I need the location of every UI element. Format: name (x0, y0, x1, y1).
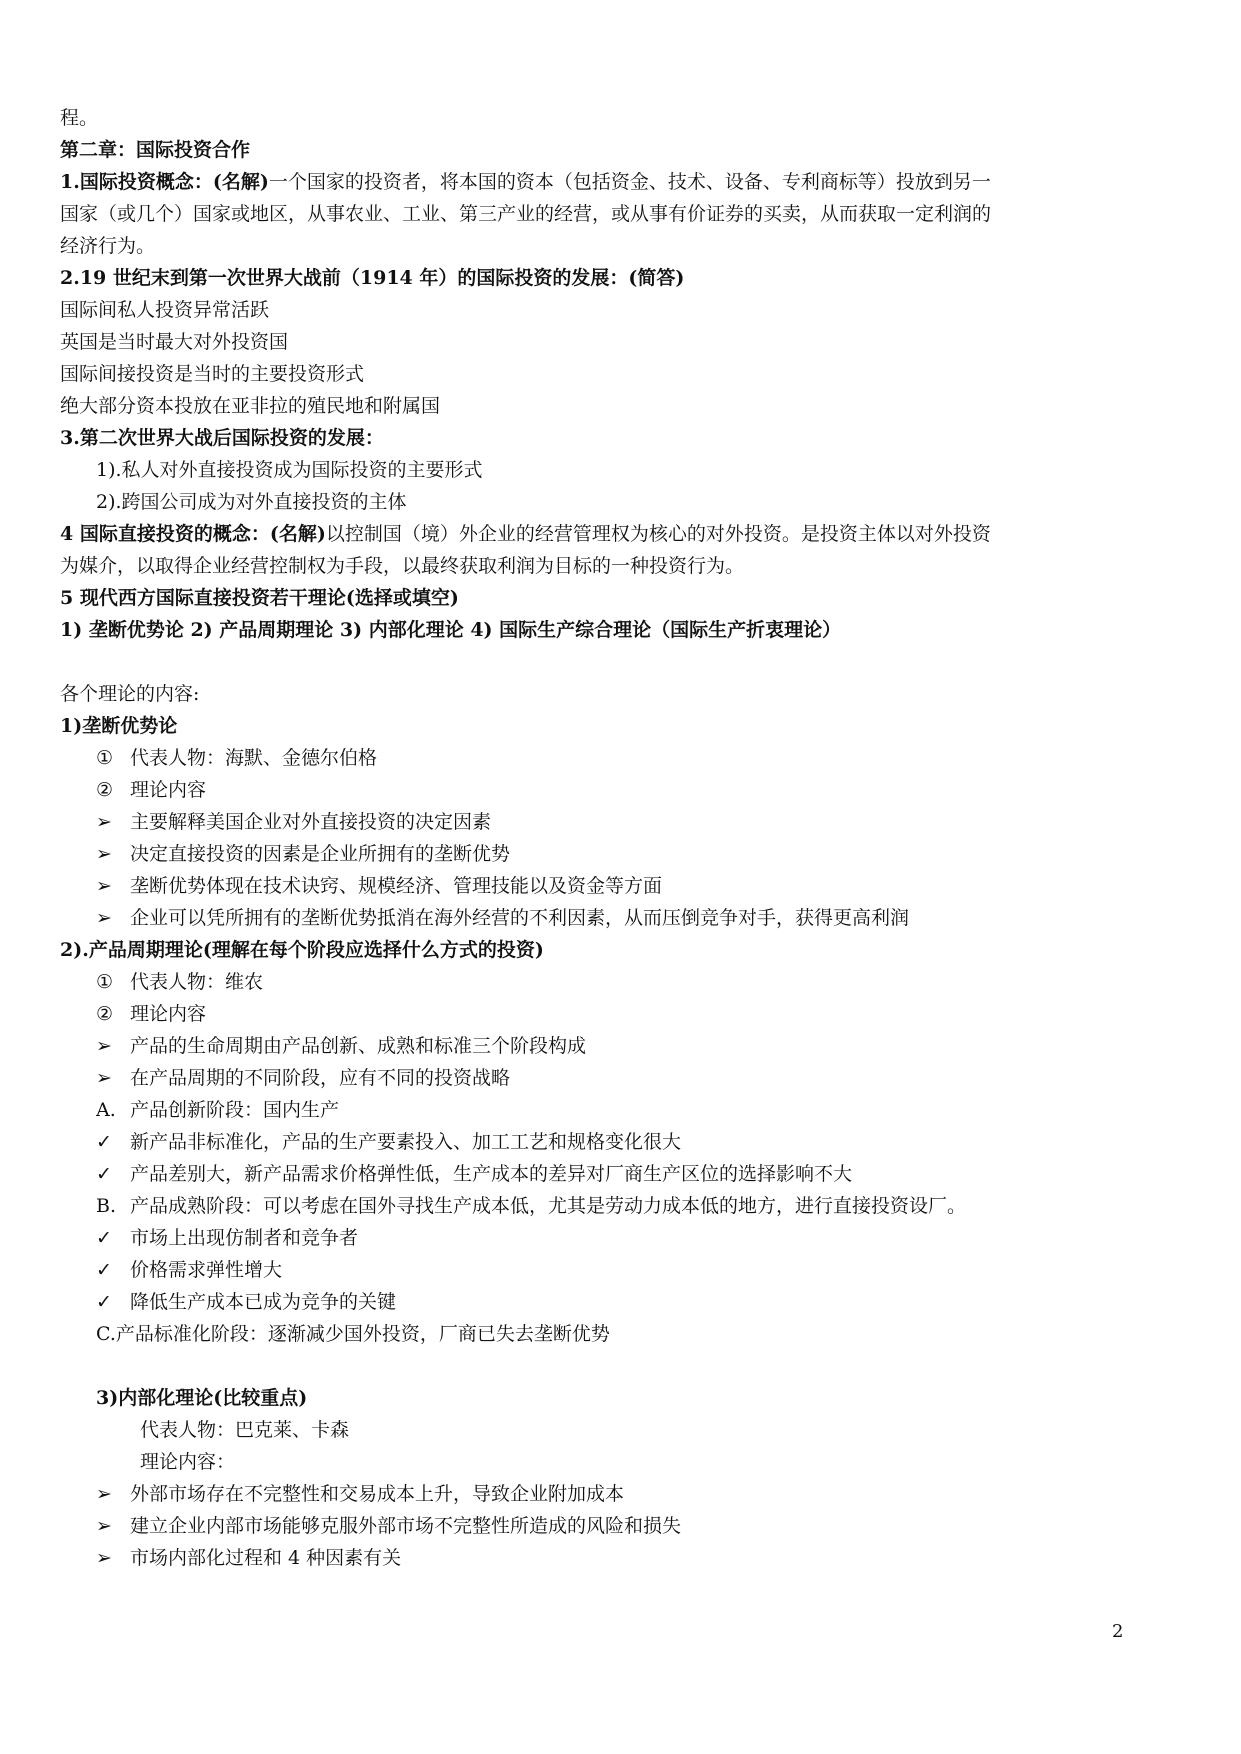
t2-stage-b-check: ✓ 市场上出现仿制者和竞争者 (96, 1222, 1166, 1254)
arrow-bullet-icon: ➢ (96, 1515, 112, 1537)
t1-theory-line (96, 774, 1166, 806)
intro-tail: 程。 (60, 107, 99, 129)
t2-stage-b: B. 产品成熟阶段：可以考虑在国外寻找生产成本低，尤其是劳动力成本低的地方，进行直接投资设厂。 (96, 1190, 1166, 1222)
s2-heading: 2.19 世纪末到第一次世界大战前（1914 年）的国际投资的发展：(简答) (60, 267, 685, 289)
s1-text-1: 一个国家的投资者，将本国的资本（包括资金、技术、设备、专利商标等）投放到另一 (268, 171, 991, 193)
arrow-bullet-icon: ➢ (96, 907, 112, 929)
s2-item: 国际间接投资是当时的主要投资形式 (60, 363, 365, 385)
t2-theory: 理论内容 (130, 1003, 207, 1025)
t3-rep: 代表人物：巴克莱、卡森 (140, 1419, 350, 1441)
circled-one-marker: ① (96, 747, 114, 769)
t3-point: ➢ 市场内部化过程和 4 种因素有关 (96, 1542, 1166, 1574)
s4-heading: 4 国际直接投资的概念：(名解) (60, 523, 326, 545)
chapter-title: 第二章：国际投资合作 (60, 139, 251, 161)
t2-theory-line (96, 998, 1166, 1030)
t1-point: ➢ 决定直接投资的因素是企业所拥有的垄断优势 (96, 838, 1166, 870)
s2-item: 绝大部分资本投放在亚非拉的殖民地和附属国 (60, 395, 441, 417)
t2-stage-a-check: ✓ 产品差别大，新产品需求价格弹性低，生产成本的差异对厂商生产区位的选择影响不大 (96, 1158, 1166, 1190)
t2-stage-a: A. 产品创新阶段：国内生产 (96, 1094, 1166, 1126)
s3-item: 2).跨国公司成为对外直接投资的主体 (96, 491, 407, 513)
arrow-bullet-icon: ➢ (96, 1547, 112, 1569)
t1-heading: 1)垄断优势论 (60, 715, 178, 737)
letter-b-marker: B. (96, 1195, 117, 1217)
t1-rep-line (96, 742, 1166, 774)
t2-stage-b-check: ✓ 价格需求弹性增大 (96, 1254, 1166, 1286)
t3-point: ➢ 外部市场存在不完整性和交易成本上升，导致企业附加成本 (96, 1478, 1166, 1510)
t3-heading: 3)内部化理论(比较重点) (96, 1387, 308, 1409)
letter-a-marker: A. (96, 1099, 116, 1121)
s2-item: 国际间私人投资异常活跃 (60, 299, 270, 321)
t2-point: ➢ 产品的生命周期由产品创新、成熟和标准三个阶段构成 (96, 1030, 1166, 1062)
circled-one-marker: ① (96, 971, 114, 993)
check-icon: ✓ (96, 1227, 112, 1249)
s5-theories: 1) 垄断优势论 2) 产品周期理论 3) 内部化理论 4) 国际生产综合理论（国际生产折衷理论） (60, 619, 842, 641)
t1-point: ➢ 企业可以凭所拥有的垄断优势抵消在海外经营的不利因素，从而压倒竞争对手，获得更高利润 (96, 902, 1166, 934)
arrow-bullet-icon: ➢ (96, 843, 112, 865)
check-icon: ✓ (96, 1291, 112, 1313)
page-number: 2 (1112, 1621, 1124, 1642)
check-icon: ✓ (96, 1163, 112, 1185)
s4-line-1 (60, 518, 1130, 550)
arrow-bullet-icon: ➢ (96, 1067, 112, 1089)
t2-stage-c: C.产品标准化阶段：逐渐减少国外投资，厂商已失去垄断优势 (96, 1323, 610, 1345)
s1-text-2: 国家（或几个）国家或地区，从事农业、工业、第三产业的经营，或从事有价证券的买卖，从而获取一定利润的 (60, 203, 992, 225)
s1-heading: 1.国际投资概念：(名解) (60, 171, 269, 193)
s3-item: 1).私人对外直接投资成为国际投资的主要形式 (96, 459, 483, 481)
s4-text-1: 以控制国（境）外企业的经营管理权为核心的对外投资。是投资主体以对外投资 (325, 523, 991, 545)
t2-stage-a-check: ✓ 新产品非标准化，产品的生产要素投入、加工工艺和规格变化很大 (96, 1126, 1166, 1158)
t2-point: ➢ 在产品周期的不同阶段，应有不同的投资战略 (96, 1062, 1166, 1094)
check-icon: ✓ (96, 1259, 112, 1281)
circled-two-marker: ② (96, 1003, 114, 1025)
arrow-bullet-icon: ➢ (96, 1483, 112, 1505)
s5-heading: 5 现代西方国际直接投资若干理论(选择或填空) (60, 587, 459, 609)
t3-theory: 理论内容： (140, 1451, 236, 1473)
t2-stage-b-check: ✓ 降低生产成本已成为竞争的关键 (96, 1286, 1166, 1318)
s1-text-3: 经济行为。 (60, 235, 156, 257)
t2-rep: 代表人物：维农 (130, 971, 264, 993)
t3-point: ➢ 建立企业内部市场能够克服外部市场不完整性所造成的风险和损失 (96, 1510, 1166, 1542)
s2-item: 英国是当时最大对外投资国 (60, 331, 289, 353)
circled-two-marker: ② (96, 779, 114, 801)
s4-text-2: 为媒介，以取得企业经营控制权为手段，以最终获取利润为目标的一种投资行为。 (60, 555, 745, 577)
s3-heading: 3.第二次世界大战后国际投资的发展： (60, 427, 384, 449)
t1-point: ➢ 主要解释美国企业对外直接投资的决定因素 (96, 806, 1166, 838)
t1-theory: 理论内容 (130, 779, 207, 801)
check-icon: ✓ (96, 1131, 112, 1153)
t1-point: ➢ 垄断优势体现在技术诀窍、规模经济、管理技能以及资金等方面 (96, 870, 1166, 902)
contents-intro: 各个理论的内容: (60, 683, 200, 705)
arrow-bullet-icon: ➢ (96, 875, 112, 897)
arrow-bullet-icon: ➢ (96, 811, 112, 833)
s1-line-1 (60, 166, 1130, 198)
t2-heading: 2).产品周期理论(理解在每个阶段应选择什么方式的投资) (60, 939, 544, 961)
t1-rep: 代表人物：海默、金德尔伯格 (130, 747, 378, 769)
arrow-bullet-icon: ➢ (96, 1035, 112, 1057)
t2-rep-line (96, 966, 1166, 998)
